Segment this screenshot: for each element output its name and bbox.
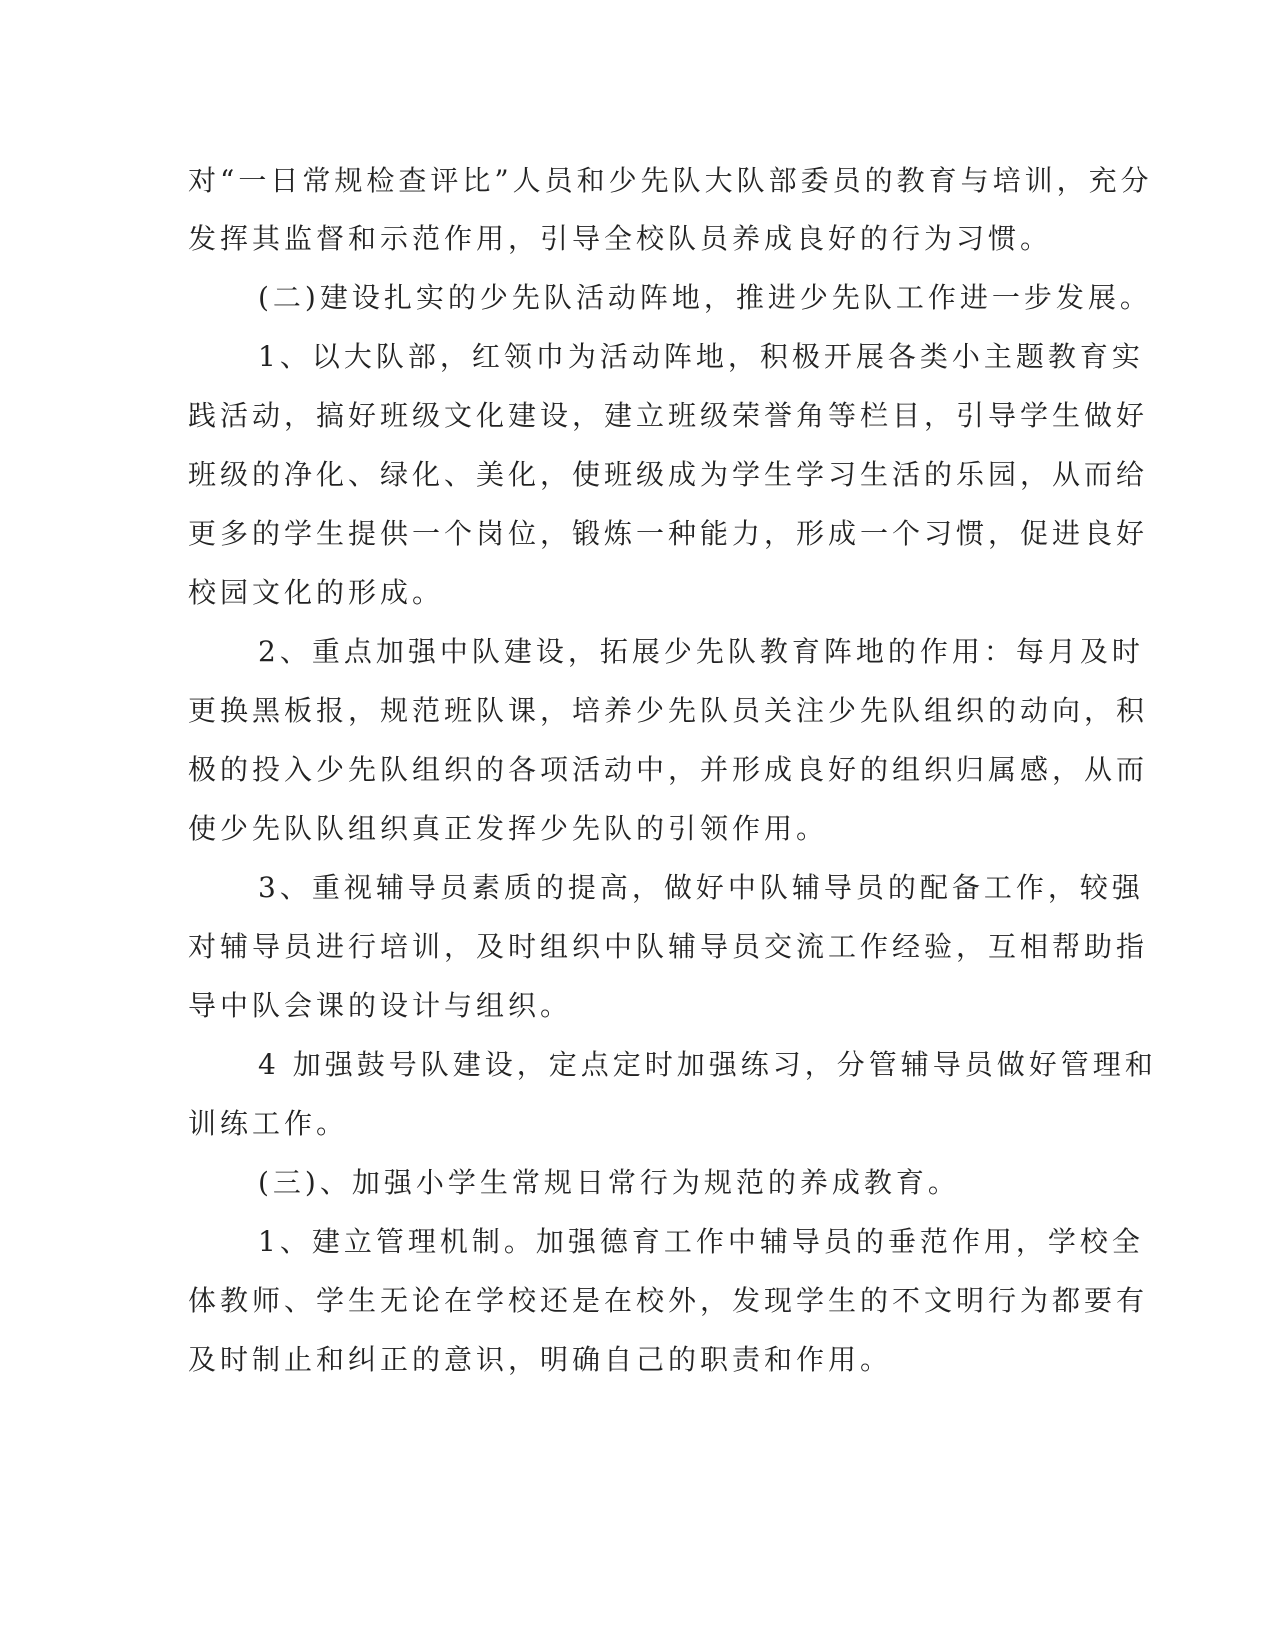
text-line: 体教师、学生无论在学校还是在校外，发现学生的不文明行为都要有 <box>188 1284 1149 1317</box>
text-line: 对“一日常规检查评比”人员和少先队大队部委员的教育与培训，充分 <box>188 164 1153 197</box>
text-line: 4 加强鼓号队建设，定点定时加强练习，分管辅导员做好管理和 <box>258 1048 1157 1081</box>
text-line: 使少先队队组织真正发挥少先队的引领作用。 <box>188 812 829 845</box>
section-heading: (二)建设扎实的少先队活动阵地，推进少先队工作进一步发展。 <box>258 281 1152 314</box>
section-heading: (三)、加强小学生常规日常行为规范的养成教育。 <box>258 1166 960 1199</box>
text-line: 践活动，搞好班级文化建设，建立班级荣誉角等栏目，引导学生做好 <box>188 399 1149 432</box>
text-line: 更换黑板报，规范班队课，培养少先队员关注少先队组织的动向，积 <box>188 694 1149 727</box>
text-line: 更多的学生提供一个岗位，锻炼一种能力，形成一个习惯，促进良好 <box>188 517 1149 550</box>
text-line: 对辅导员进行培训，及时组织中队辅导员交流工作经验，互相帮助指 <box>188 930 1149 963</box>
text-line: 校园文化的形成。 <box>188 576 445 609</box>
text-line: 极的投入少先队组织的各项活动中，并形成良好的组织归属感，从而 <box>188 753 1149 786</box>
text-line: 2、重点加强中队建设，拓展少先队教育阵地的作用：每月及时 <box>258 635 1144 668</box>
text-line: 导中队会课的设计与组织。 <box>188 989 573 1022</box>
text-line: 班级的净化、绿化、美化，使班级成为学生学习生活的乐园，从而给 <box>188 458 1149 491</box>
text-line: 3、重视辅导员素质的提高，做好中队辅导员的配备工作，较强 <box>258 871 1144 904</box>
text-line: 发挥其监督和示范作用，引导全校队员养成良好的行为习惯。 <box>188 222 1053 255</box>
text-line: 及时制止和纠正的意识，明确自己的职责和作用。 <box>188 1343 893 1376</box>
text-line: 1、建立管理机制。加强德育工作中辅导员的垂范作用，学校全 <box>258 1225 1144 1258</box>
text-line: 1、以大队部，红领巾为活动阵地，积极开展各类小主题教育实 <box>258 340 1144 373</box>
text-line: 训练工作。 <box>188 1107 349 1140</box>
